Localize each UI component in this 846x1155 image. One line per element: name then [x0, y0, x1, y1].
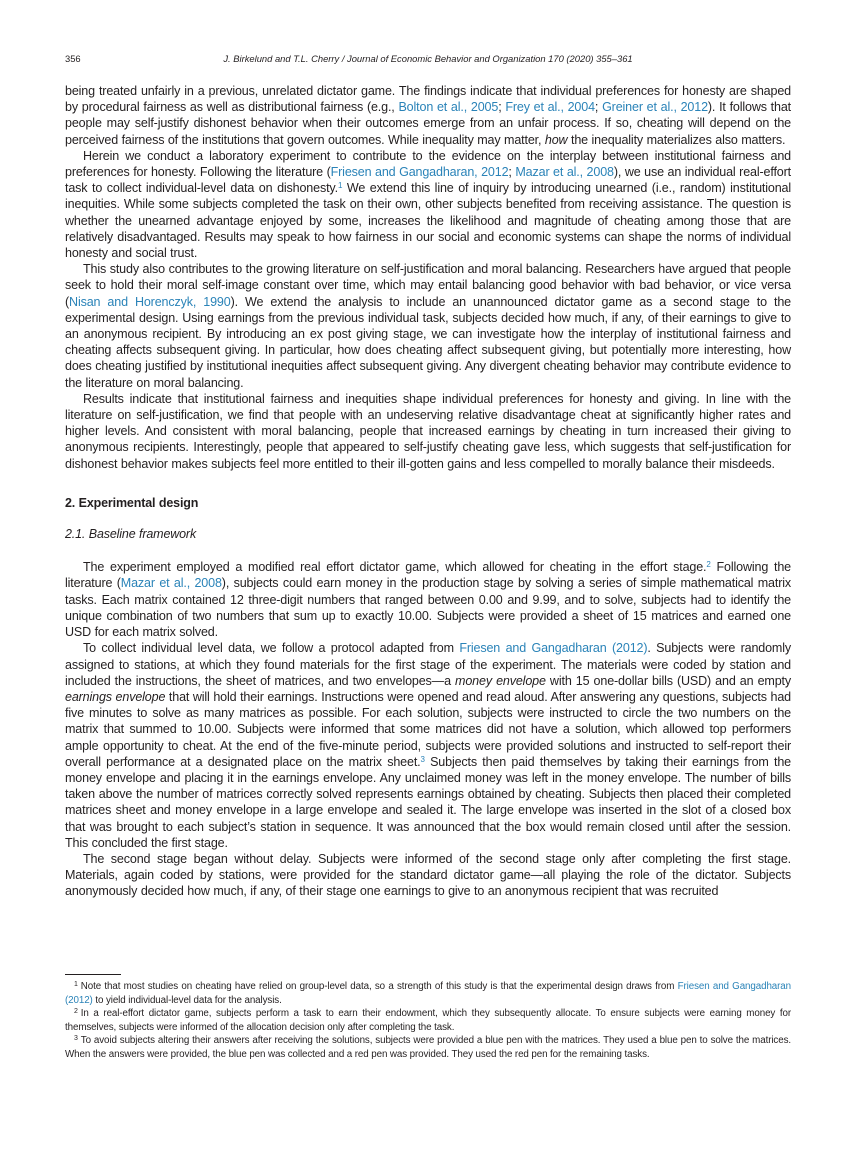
emphasis: earnings envelope	[65, 689, 166, 704]
footnote-ref-2[interactable]: 2	[706, 560, 711, 570]
subsection-heading: 2.1. Baseline framework	[65, 527, 197, 542]
footnote-3: $^3$ To avoid subjects altering their answers after receiving the solutions, subjects were provided a blue pen with the matrices. They used a blue pen to solve the matrices. When the answers were provided, the blue pen was collected and a red pen was provided. They used the red pen for the remaining tasks.	[65, 1035, 791, 1060]
footnote-ref-3[interactable]: 3	[420, 754, 425, 764]
footnotes	[65, 980, 791, 1062]
footnote-ref-1[interactable]: 1	[337, 181, 343, 191]
section-heading: 2. Experimental design	[65, 495, 199, 510]
running-title: J. Birkelund and T.L. Cherry / Journal of Economic Behavior and Organization 170 (2020) 355–361	[223, 53, 633, 64]
footnote-number: 2	[74, 1008, 78, 1016]
paragraph: Results indicate that institutional fairness and inequities shape individual preferences for honesty and giving. In line with the literature on self-justification, we find that people with an undeserving relative disadvantage cheat at significantly higher rates and higher levels. And consistent with moral balancing, people that increased earnings by cheating in turn increased their giving to anonymous recipients. Interestingly, people that appeared to self-justify cheating gave less, which suggests that self-justification for dishonest behavior makes subjects feel more entitled to their ill-gotten gains and less compelled to morally balance their misdeeds.	[65, 391, 791, 471]
paragraph: being treated unfairly in a previous, unrelated dictator game. The findings indicate that individual preferences for honesty are shaped by procedural fairness as well as distributional fairness (e.g., Bolton et al., 2005; Frey et al., 2004; Greiner et al., 2012). It follows that people may self-justify dishonest behavior when their outcomes emerge from an unfair process. If so, cheating will depend on the perceived fairness of the institutions that govern outcomes. While inequality may matter, how the inequality materializes also matters.	[65, 84, 792, 147]
footnote-2: $^2$ In a real-effort dictator game, subjects perform a task to earn their endowment, which they subsequently allocate. To ensure subjects were earning money for themselves, subjects were informed of the allocation decision only after completing the task.	[65, 1008, 791, 1033]
emphasis: how	[544, 132, 568, 147]
paragraph: The experiment employed a modified real effort dictator game, which allowed for cheating in the effort stage.$^2$ Following the literature (Mazar et al., 2008), subjects could earn money in the production stage by solving a series of simple mathematical matrix tasks. Each matrix contained 12 three-digit numbers that ranged between 0.00 and 9.99, and to solve, subjects had to identify the unique combination of two numbers that sum up to exactly 10.00. Subjects were provided a sheet of 15 matrices and earned one USD for each matrix solved.	[65, 560, 791, 640]
paragraph: This study also contributes to the growing literature on self-justification and moral balancing. Researchers have argued that people seek to hold their moral self-image constant over time, which may entail balancing good behavior with bad behavior, or vice versa (Nisan and Horenczyk, 1990). We extend the analysis to include an unannounced dictator game as a second stage to the experimental design. Using earnings from the previous individual task, subjects decided how much, if any, of their earnings to give to an anonymous recipient. By introducing an ex post giving stage, we can investigate how the interplay of institutional fairness and cheating affects subsequent giving. In particular, how does cheating affect subsequent giving, but potentially more interesting, how does cheating justified by institutional inequities affect subsequent giving. Any divergent cheating behavior may contribute evidence to the literature on moral balancing.	[65, 262, 791, 390]
running-header	[65, 53, 791, 67]
emphasis: money envelope	[455, 673, 546, 688]
paragraph: To collect individual level data, we follow a protocol adapted from Friesen and Gangadharan (2012). Subjects were randomly assigned to stations, at which they found materials for the first stage of the experiment. The materials were coded by station and included the instructions, the sheet of matrices, and two envelopes—a money envelope with 15 one-dollar bills (USD) and an empty earnings envelope that will hold their earnings. Instructions were opened and read aloud. After answering any questions, subjects had five minutes to solve as many matrices as possible. For each solution, subjects were instructed to circle the two numbers on the matrix that summed to 10.00. Subjects were informed that some matrices did not have a solution, which allowed top performers ample opportunity to cheat. At the end of the five-minute period, subjects were provided solutions and instructed to self-report their overall performance at a designated place on the matrix sheet.$^3$ Subjects then paid themselves by taking their earnings from the money envelope and placing it in the earnings envelope. Any unclaimed money was left in the money envelope. The number of bills taken above the number of matrices correctly solved represents earnings obtained by cheating. Subjects then placed their completed matrices sheet and money envelope in a large envelope and sealed it. The large envelope was inserted in the slot of a closed box that was brought to each subject’s station in sequence. It was announced that the box would remain closed until after the session. This concluded the first stage.	[65, 641, 791, 850]
footnote-1: $^1$ Note that most studies on cheating have relied on group-level data, so a strength of this study is that the experimental design draws from Friesen and Gangadharan (2012) to yield individual-level data for the analysis.	[65, 981, 792, 1006]
footnote-divider	[65, 974, 121, 975]
body-text	[65, 83, 791, 900]
paragraph: The second stage began without delay. Subjects were informed of the second stage only after completing the first stage. Materials, again coded by stations, were provided for the standard dictator game—all playing the role of the dictator. Subjects anonymously decided how much, if any, of their stage one earnings to give to an anonymous recipient that was recruited	[65, 851, 791, 899]
citation-link-greiner-2012[interactable]: Greiner et al., 2012	[602, 100, 708, 115]
citation-link-bolton-2005[interactable]: Bolton et al., 2005	[398, 100, 499, 115]
citation-link-frey-2004[interactable]: Frey et al., 2004	[505, 100, 595, 115]
citation-link-nisan-1990[interactable]: Nisan and Horenczyk, 1990	[69, 294, 231, 309]
page-number: 356	[65, 53, 81, 64]
footnote-number: 3	[74, 1035, 78, 1043]
citation-link-friesen-2012[interactable]: Friesen and Gangadharan (2012)	[65, 981, 792, 1006]
citation-link-mazar-2008[interactable]: Mazar et al., 2008	[120, 576, 222, 591]
spacer	[65, 542, 791, 559]
citation-link-mazar-2008[interactable]: Mazar et al., 2008	[515, 165, 614, 180]
citation-link-friesen-2012[interactable]: Friesen and Gangadharan, 2012	[330, 165, 509, 180]
footnote-number: 1	[74, 981, 78, 988]
citation-link-friesen-2012[interactable]: Friesen and Gangadharan (2012)	[459, 641, 648, 656]
paragraph: Herein we conduct a laboratory experiment to contribute to the evidence on the interplay between institutional fairness and preferences for honesty. Following the literature (Friesen and Gangadharan, 2012; Mazar et al., 2008), we use an individual real-effort task to collect individual-level data on dishonesty.$^1$ We extend this line of inquiry by introducing unearned (i.e., random) institutional inequities. While some subjects completed the task on their own, other subjects benefited from receiving assistance. The question is whether the unearned advantage enjoyed by some, increases the likelihood and magnitude of cheating among those that are relatively disadvantaged. Results may speak to how fairness in our social and economic systems can shape the norms of individual honesty and social trust.	[65, 148, 791, 261]
